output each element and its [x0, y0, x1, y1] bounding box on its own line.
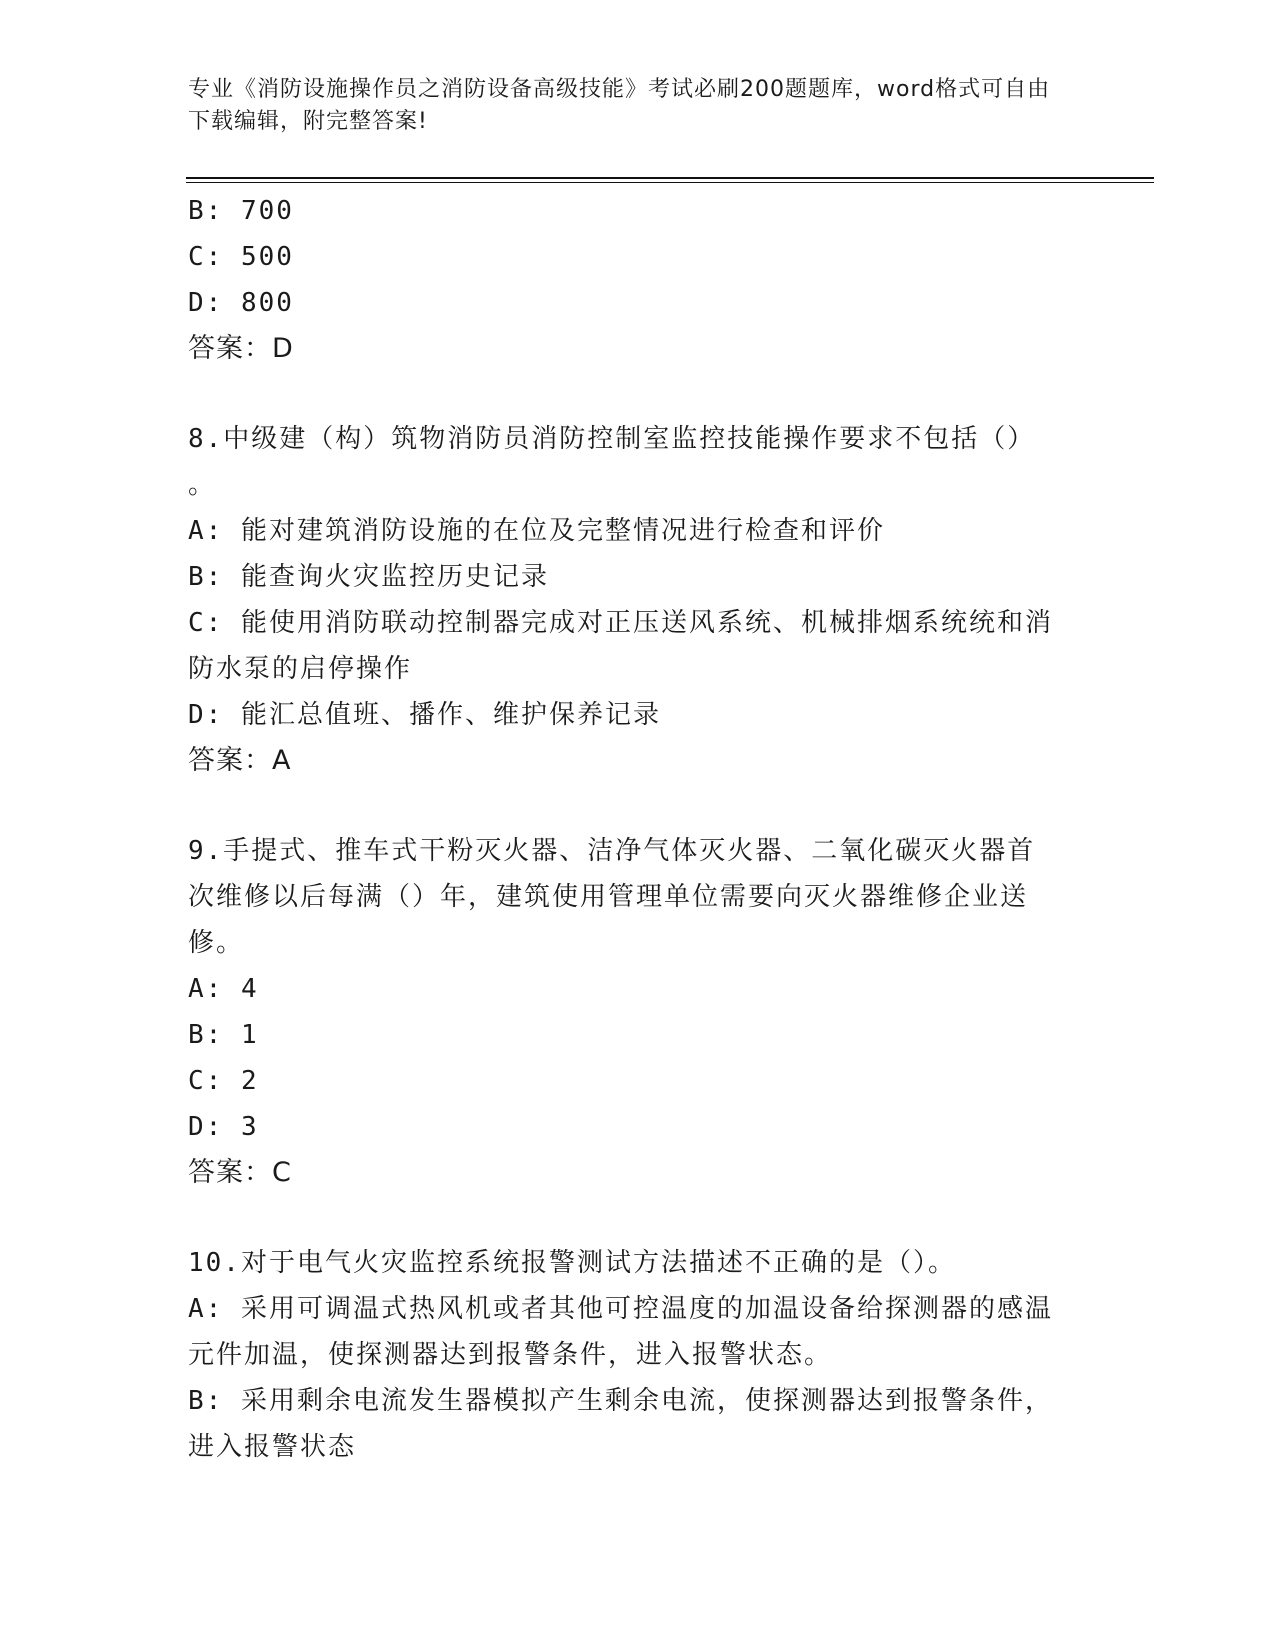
question-8 — [188, 416, 1088, 784]
answer-label: 答案：C — [188, 1157, 292, 1188]
header-rule-thick — [186, 177, 1154, 179]
option-c: C: 能使用消防联动控制器完成对正压送风系统、机械排烟系统统和消 — [188, 608, 1053, 638]
question-stem-line: 10.对于电气火灾监控系统报警测试方法描述不正确的是（）。 — [188, 1248, 956, 1278]
option-d: D: 能汇总值班、播作、维护保养记录 — [188, 700, 661, 730]
question-7-tail — [188, 188, 1088, 372]
question-stem-line: 修。 — [188, 928, 245, 958]
header-rule-thin — [186, 182, 1154, 183]
answer-label: 答案：D — [188, 333, 294, 364]
option-b: B: 1 — [188, 1020, 259, 1050]
question-stem-line: 9.手提式、推车式干粉灭火器、洁净气体灭火器、二氧化碳灭火器首 — [188, 836, 1036, 866]
question-stem-line: 。 — [188, 470, 217, 500]
option-c-continued: 防水泵的启停操作 — [188, 654, 413, 684]
question-spacer — [188, 372, 1088, 416]
option-d: D: 800 — [188, 288, 294, 318]
option-a: A: 能对建筑消防设施的在位及完整情况进行检查和评价 — [188, 516, 885, 546]
question-9 — [188, 828, 1088, 1196]
document-body — [188, 188, 1088, 1470]
answer-label: 答案：A — [188, 745, 292, 776]
question-stem-line: 次维修以后每满（）年，建筑使用管理单位需要向灭火器维修企业送 — [188, 882, 1029, 912]
option-a-continued: 元件加温，使探测器达到报警条件，进入报警状态。 — [188, 1340, 833, 1370]
option-b: B: 采用剩余电流发生器模拟产生剩余电流，使探测器达到报警条件， — [188, 1386, 1053, 1416]
question-spacer — [188, 784, 1088, 828]
question-stem-line: 8.中级建（构）筑物消防员消防控制室监控技能操作要求不包括（） — [188, 424, 1036, 454]
document-header: 专业《消防设施操作员之消防设备高级技能》考试必刷200题题库，word格式可自由下载编辑，附完整答案! — [188, 77, 1051, 134]
question-spacer — [188, 1196, 1088, 1240]
option-c: C: 500 — [188, 242, 294, 272]
option-d: D: 3 — [188, 1112, 259, 1142]
option-c: C: 2 — [188, 1066, 259, 1096]
option-b-continued: 进入报警状态 — [188, 1432, 357, 1462]
option-a: A: 4 — [188, 974, 259, 1004]
question-10 — [188, 1240, 1088, 1470]
option-a: A: 采用可调温式热风机或者其他可控温度的加温设备给探测器的感温 — [188, 1294, 1053, 1324]
option-b: B: 能查询火灾监控历史记录 — [188, 562, 549, 592]
option-b: B: 700 — [188, 196, 294, 226]
